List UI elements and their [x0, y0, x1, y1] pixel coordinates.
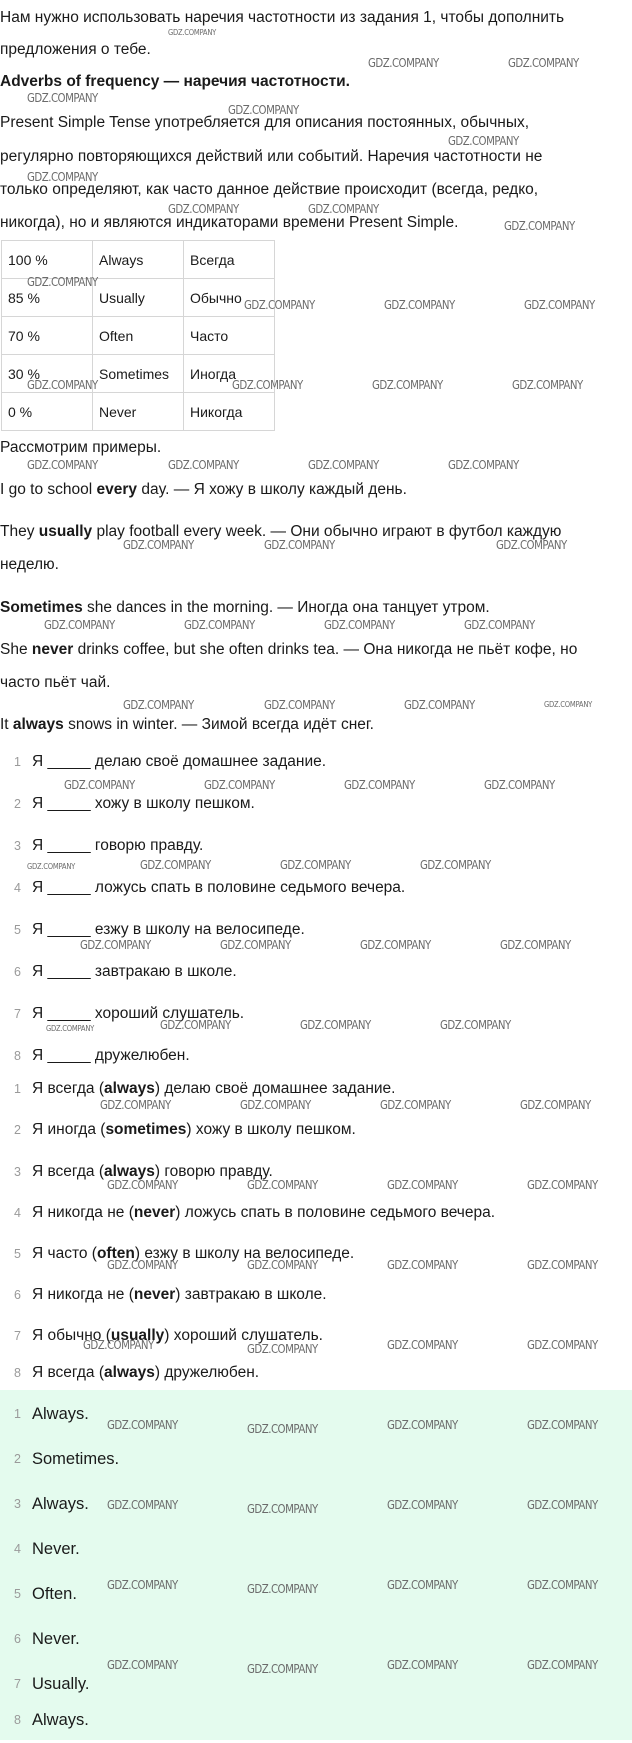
- item-number: 8: [14, 1366, 21, 1380]
- table-cell-russian: Всегда: [184, 241, 275, 279]
- answer-text: Never.: [32, 1630, 80, 1648]
- item-text: [32, 1327, 323, 1345]
- table-cell-russian: Обычно: [184, 279, 275, 317]
- explanation-line-2: регулярно повторяющихся действий или событий. Наречия частотности не: [0, 148, 543, 165]
- watermark: GDZ.COMPANY: [247, 1502, 318, 1516]
- item-number: 6: [14, 1632, 21, 1646]
- watermark: GDZ.COMPANY: [64, 778, 135, 792]
- item-number: 5: [14, 1247, 21, 1261]
- item-text-part: Я иногда (: [32, 1121, 106, 1138]
- table-cell-percent: 70 %: [2, 317, 93, 355]
- watermark: GDZ.COMPANY: [44, 618, 115, 632]
- answer-text: Often.: [32, 1585, 77, 1603]
- example-1: [0, 472, 632, 508]
- watermark: GDZ.COMPANY: [123, 698, 194, 712]
- table-cell-percent: 85 %: [2, 279, 93, 317]
- item-text: Я _____ езжу в школу на велосипеде.: [32, 921, 305, 938]
- watermark: GDZ.COMPANY: [247, 1178, 318, 1192]
- item-bold-word: always: [104, 1163, 155, 1180]
- watermark: GDZ.COMPANY: [368, 56, 439, 70]
- watermark: GDZ.COMPANY: [464, 618, 535, 632]
- list-item: [0, 787, 632, 827]
- item-number: 3: [14, 1165, 21, 1179]
- watermark: GDZ.COMPANY: [300, 1018, 371, 1032]
- watermark: GDZ.COMPANY: [527, 1338, 598, 1352]
- item-text-part: ) хожу в школу пешком.: [186, 1121, 356, 1138]
- watermark: GDZ.COMPANY: [496, 538, 567, 552]
- list-item: [0, 913, 632, 953]
- watermark: GDZ.COMPANY: [264, 698, 335, 712]
- watermark: GDZ.COMPANY: [280, 858, 351, 872]
- item-number: 7: [14, 1329, 21, 1343]
- frequency-table: [1, 240, 275, 431]
- example-2-line-2: неделю.: [0, 556, 59, 573]
- watermark: GDZ.COMPANY: [80, 938, 151, 952]
- table-row: [2, 393, 275, 431]
- watermark: GDZ.COMPANY: [247, 1662, 318, 1676]
- item-text: [32, 1245, 354, 1263]
- watermark: GDZ.COMPANY: [140, 858, 211, 872]
- watermark: GDZ.COMPANY: [107, 1178, 178, 1192]
- item-text: [32, 1163, 273, 1181]
- table-row: [2, 279, 275, 317]
- list-item: [0, 745, 632, 785]
- item-text: Я _____ ложусь спать в половине седьмого вечера.: [32, 879, 406, 896]
- watermark: GDZ.COMPANY: [524, 298, 595, 312]
- table-cell-percent: 0 %: [2, 393, 93, 431]
- watermark: GDZ.COMPANY: [344, 778, 415, 792]
- watermark: GDZ.COMPANY: [83, 1338, 154, 1352]
- item-number: 7: [14, 1677, 21, 1691]
- answer-item: [0, 1442, 632, 1482]
- list-item: [0, 1237, 632, 1277]
- watermark: GDZ.COMPANY: [544, 700, 593, 709]
- item-bold-word: sometimes: [105, 1121, 187, 1138]
- item-text-part: Я обычно (: [32, 1327, 111, 1344]
- item-text: [32, 1080, 395, 1098]
- watermark: GDZ.COMPANY: [324, 618, 395, 632]
- example-4: [0, 632, 632, 668]
- adverbs-heading-text: Adverbs of frequency — наречия частотности.: [0, 73, 350, 90]
- table-cell-english: Usually: [93, 279, 184, 317]
- example-text: day. — Я хожу в школу каждый день.: [137, 481, 407, 498]
- item-number: 6: [14, 965, 21, 979]
- item-number: 4: [14, 1206, 21, 1220]
- item-bold-word: never: [133, 1204, 176, 1221]
- watermark: GDZ.COMPANY: [387, 1418, 458, 1432]
- adverbs-heading: [0, 64, 632, 100]
- answer-text: Always.: [32, 1405, 89, 1423]
- watermark: GDZ.COMPANY: [27, 91, 98, 105]
- watermark: GDZ.COMPANY: [527, 1418, 598, 1432]
- watermark: GDZ.COMPANY: [387, 1658, 458, 1672]
- watermark: GDZ.COMPANY: [107, 1498, 178, 1512]
- answer-text: Always.: [32, 1495, 89, 1513]
- table-row: [2, 355, 275, 393]
- watermark: GDZ.COMPANY: [420, 858, 491, 872]
- list-item: [0, 829, 632, 869]
- example-bold-word: every: [96, 481, 138, 498]
- watermark: GDZ.COMPANY: [527, 1578, 598, 1592]
- list-item: [0, 871, 632, 911]
- list-item: [0, 997, 632, 1037]
- watermark: GDZ.COMPANY: [508, 56, 579, 70]
- item-text: Я _____ говорю правду.: [32, 837, 204, 854]
- table-cell-english: Often: [93, 317, 184, 355]
- item-text: Я _____ дружелюбен.: [32, 1047, 190, 1064]
- watermark: GDZ.COMPANY: [448, 458, 519, 472]
- table-row: [2, 317, 275, 355]
- table-cell-english: Never: [93, 393, 184, 431]
- watermark: GDZ.COMPANY: [372, 378, 443, 392]
- watermark: GDZ.COMPANY: [247, 1582, 318, 1596]
- watermark: GDZ.COMPANY: [520, 1098, 591, 1112]
- item-number: 2: [14, 1123, 21, 1137]
- table-cell-russian: Часто: [184, 317, 275, 355]
- watermark: GDZ.COMPANY: [168, 202, 239, 216]
- explanation-line-4: никогда), но и являются индикаторами времени Present Simple.: [0, 214, 459, 231]
- watermark: GDZ.COMPANY: [387, 1578, 458, 1592]
- example-5: [0, 707, 632, 743]
- item-bold-word: always: [104, 1364, 155, 1381]
- item-bold-word: usually: [110, 1327, 165, 1344]
- table-cell-english: Sometimes: [93, 355, 184, 393]
- answer-item: [0, 1397, 632, 1437]
- example-2: [0, 514, 632, 550]
- watermark: GDZ.COMPANY: [387, 1178, 458, 1192]
- item-bold-word: often: [96, 1245, 135, 1262]
- list-item: [0, 1072, 632, 1112]
- watermark: GDZ.COMPANY: [204, 778, 275, 792]
- answer-item: [0, 1667, 632, 1707]
- item-number: 4: [14, 881, 21, 895]
- explanation-line-1: Present Simple Tense употребляется для описания постоянных, обычных,: [0, 114, 530, 131]
- item-text-part: ) делаю своё домашнее задание.: [154, 1080, 396, 1097]
- item-text-part: ) дружелюбен.: [154, 1364, 260, 1381]
- watermark: GDZ.COMPANY: [107, 1418, 178, 1432]
- item-text-part: Я никогда не (: [32, 1286, 134, 1303]
- table-cell-percent: 30 %: [2, 355, 93, 393]
- item-text-part: ) ложусь спать в половине седьмого вечера.: [175, 1204, 496, 1221]
- watermark: GDZ.COMPANY: [240, 1098, 311, 1112]
- item-text: [32, 1204, 495, 1222]
- watermark: GDZ.COMPANY: [387, 1338, 458, 1352]
- list-item: [0, 1196, 632, 1236]
- answer-item: [0, 1622, 632, 1662]
- watermark: GDZ.COMPANY: [384, 298, 455, 312]
- answer-text: Never.: [32, 1540, 80, 1558]
- answer-item: [0, 1487, 632, 1527]
- item-text-part: Я никогда не (: [32, 1204, 134, 1221]
- watermark: GDZ.COMPANY: [27, 458, 98, 472]
- example-3: [0, 590, 632, 626]
- watermark: GDZ.COMPANY: [27, 378, 98, 392]
- item-number: 4: [14, 1542, 21, 1556]
- watermark: GDZ.COMPANY: [504, 219, 575, 233]
- example-text: It: [0, 716, 13, 733]
- watermark: GDZ.COMPANY: [527, 1178, 598, 1192]
- example-text: play football every week. — Они обычно играют в футбол каждую: [92, 523, 562, 540]
- table-cell-russian: Никогда: [184, 393, 275, 431]
- watermark: GDZ.COMPANY: [247, 1258, 318, 1272]
- item-number: 6: [14, 1288, 21, 1302]
- answer-item: [0, 1703, 632, 1743]
- watermark: GDZ.COMPANY: [387, 1258, 458, 1272]
- watermark: GDZ.COMPANY: [168, 458, 239, 472]
- watermark: GDZ.COMPANY: [160, 1018, 231, 1032]
- explanation-line-3: только определяют, как часто данное действие происходит (всегда, редко,: [0, 181, 539, 198]
- list-item: [0, 1113, 632, 1153]
- watermark: GDZ.COMPANY: [500, 938, 571, 952]
- examples-heading: Рассмотрим примеры.: [0, 439, 162, 456]
- watermark: GDZ.COMPANY: [232, 378, 303, 392]
- table-cell-english: Always: [93, 241, 184, 279]
- item-number: 7: [14, 1007, 21, 1021]
- watermark: GDZ.COMPANY: [27, 862, 76, 871]
- item-text-part: Я всегда (: [32, 1080, 105, 1097]
- item-text: [32, 1286, 327, 1304]
- item-text-part: Я всегда (: [32, 1163, 105, 1180]
- answer-text: Sometimes.: [32, 1450, 120, 1468]
- example-text: snows in winter. — Зимой всегда идёт снег.: [63, 716, 374, 733]
- watermark: GDZ.COMPANY: [440, 1018, 511, 1032]
- item-number: 1: [14, 755, 21, 769]
- item-number: 8: [14, 1049, 21, 1063]
- item-text-part: ) завтракаю в школе.: [175, 1286, 327, 1303]
- watermark: GDZ.COMPANY: [404, 698, 475, 712]
- item-text: Я _____ хожу в школу пешком.: [32, 795, 255, 812]
- watermark: GDZ.COMPANY: [247, 1342, 318, 1356]
- watermark: GDZ.COMPANY: [100, 1098, 171, 1112]
- watermark: GDZ.COMPANY: [360, 938, 431, 952]
- table-cell-percent: 100 %: [2, 241, 93, 279]
- item-number: 3: [14, 839, 21, 853]
- watermark: GDZ.COMPANY: [247, 1422, 318, 1436]
- watermark: GDZ.COMPANY: [46, 1024, 95, 1033]
- watermark: GDZ.COMPANY: [484, 778, 555, 792]
- watermark: GDZ.COMPANY: [168, 28, 217, 37]
- list-item: [0, 1155, 632, 1195]
- item-number: 1: [14, 1082, 21, 1096]
- watermark: GDZ.COMPANY: [107, 1578, 178, 1592]
- list-item: [0, 955, 632, 995]
- example-bold-word: Sometimes: [0, 599, 83, 616]
- example-bold-word: usually: [38, 523, 93, 540]
- list-item: [0, 1319, 632, 1359]
- watermark: GDZ.COMPANY: [387, 1498, 458, 1512]
- watermark: GDZ.COMPANY: [380, 1098, 451, 1112]
- item-bold-word: never: [133, 1286, 176, 1303]
- item-text-part: ) езжу в школу на велосипеде.: [134, 1245, 355, 1262]
- item-text: Я _____ делаю своё домашнее задание.: [32, 753, 327, 770]
- watermark: GDZ.COMPANY: [228, 103, 299, 117]
- item-text-part: ) хороший слушатель.: [164, 1327, 323, 1344]
- item-number: 2: [14, 1452, 21, 1466]
- example-4-line-2: часто пьёт чай.: [0, 674, 111, 691]
- answer-item: [0, 1532, 632, 1572]
- watermark: GDZ.COMPANY: [308, 458, 379, 472]
- item-text-part: Я часто (: [32, 1245, 97, 1262]
- watermark: GDZ.COMPANY: [107, 1258, 178, 1272]
- item-number: 5: [14, 1587, 21, 1601]
- item-bold-word: always: [104, 1080, 155, 1097]
- watermark: GDZ.COMPANY: [123, 538, 194, 552]
- item-number: 1: [14, 1407, 21, 1421]
- item-text: [32, 1364, 259, 1382]
- item-number: 2: [14, 797, 21, 811]
- watermark: GDZ.COMPANY: [527, 1658, 598, 1672]
- intro-line-1: Нам нужно использовать наречия частотности из задания 1, чтобы дополнить: [0, 9, 565, 26]
- table-row: [2, 241, 275, 279]
- example-bold-word: always: [12, 716, 64, 733]
- example-text: She: [0, 641, 32, 658]
- item-number: 5: [14, 923, 21, 937]
- watermark: GDZ.COMPANY: [308, 202, 379, 216]
- answer-text: Usually.: [32, 1675, 90, 1693]
- item-text-part: Я всегда (: [32, 1364, 105, 1381]
- watermark: GDZ.COMPANY: [220, 938, 291, 952]
- example-bold-word: never: [31, 641, 74, 658]
- example-text: she dances in the morning. — Иногда она танцует утром.: [82, 599, 490, 616]
- watermark: GDZ.COMPANY: [264, 538, 335, 552]
- watermark: GDZ.COMPANY: [527, 1258, 598, 1272]
- watermark: GDZ.COMPANY: [107, 1658, 178, 1672]
- watermark: GDZ.COMPANY: [244, 298, 315, 312]
- item-text-part: ) говорю правду.: [154, 1163, 273, 1180]
- intro-line-2: предложения о тебе.: [0, 41, 151, 58]
- watermark: GDZ.COMPANY: [27, 275, 98, 289]
- answer-item: [0, 1577, 632, 1617]
- list-item: [0, 1278, 632, 1318]
- example-text: drinks coffee, but she often drinks tea. — Она никогда не пьёт кофе, но: [73, 641, 578, 658]
- example-text: They: [0, 523, 39, 540]
- watermark: GDZ.COMPANY: [27, 170, 98, 184]
- item-number: 3: [14, 1497, 21, 1511]
- watermark: GDZ.COMPANY: [184, 618, 255, 632]
- item-text: [32, 1121, 356, 1139]
- watermark: GDZ.COMPANY: [448, 134, 519, 148]
- watermark: GDZ.COMPANY: [512, 378, 583, 392]
- answer-text: Always.: [32, 1711, 89, 1729]
- item-text: Я _____ завтракаю в школе.: [32, 963, 237, 980]
- watermark: GDZ.COMPANY: [527, 1498, 598, 1512]
- item-number: 8: [14, 1713, 21, 1727]
- item-text: Я _____ хороший слушатель.: [32, 1005, 245, 1022]
- example-text: I go to school: [0, 481, 97, 498]
- table-cell-russian: Иногда: [184, 355, 275, 393]
